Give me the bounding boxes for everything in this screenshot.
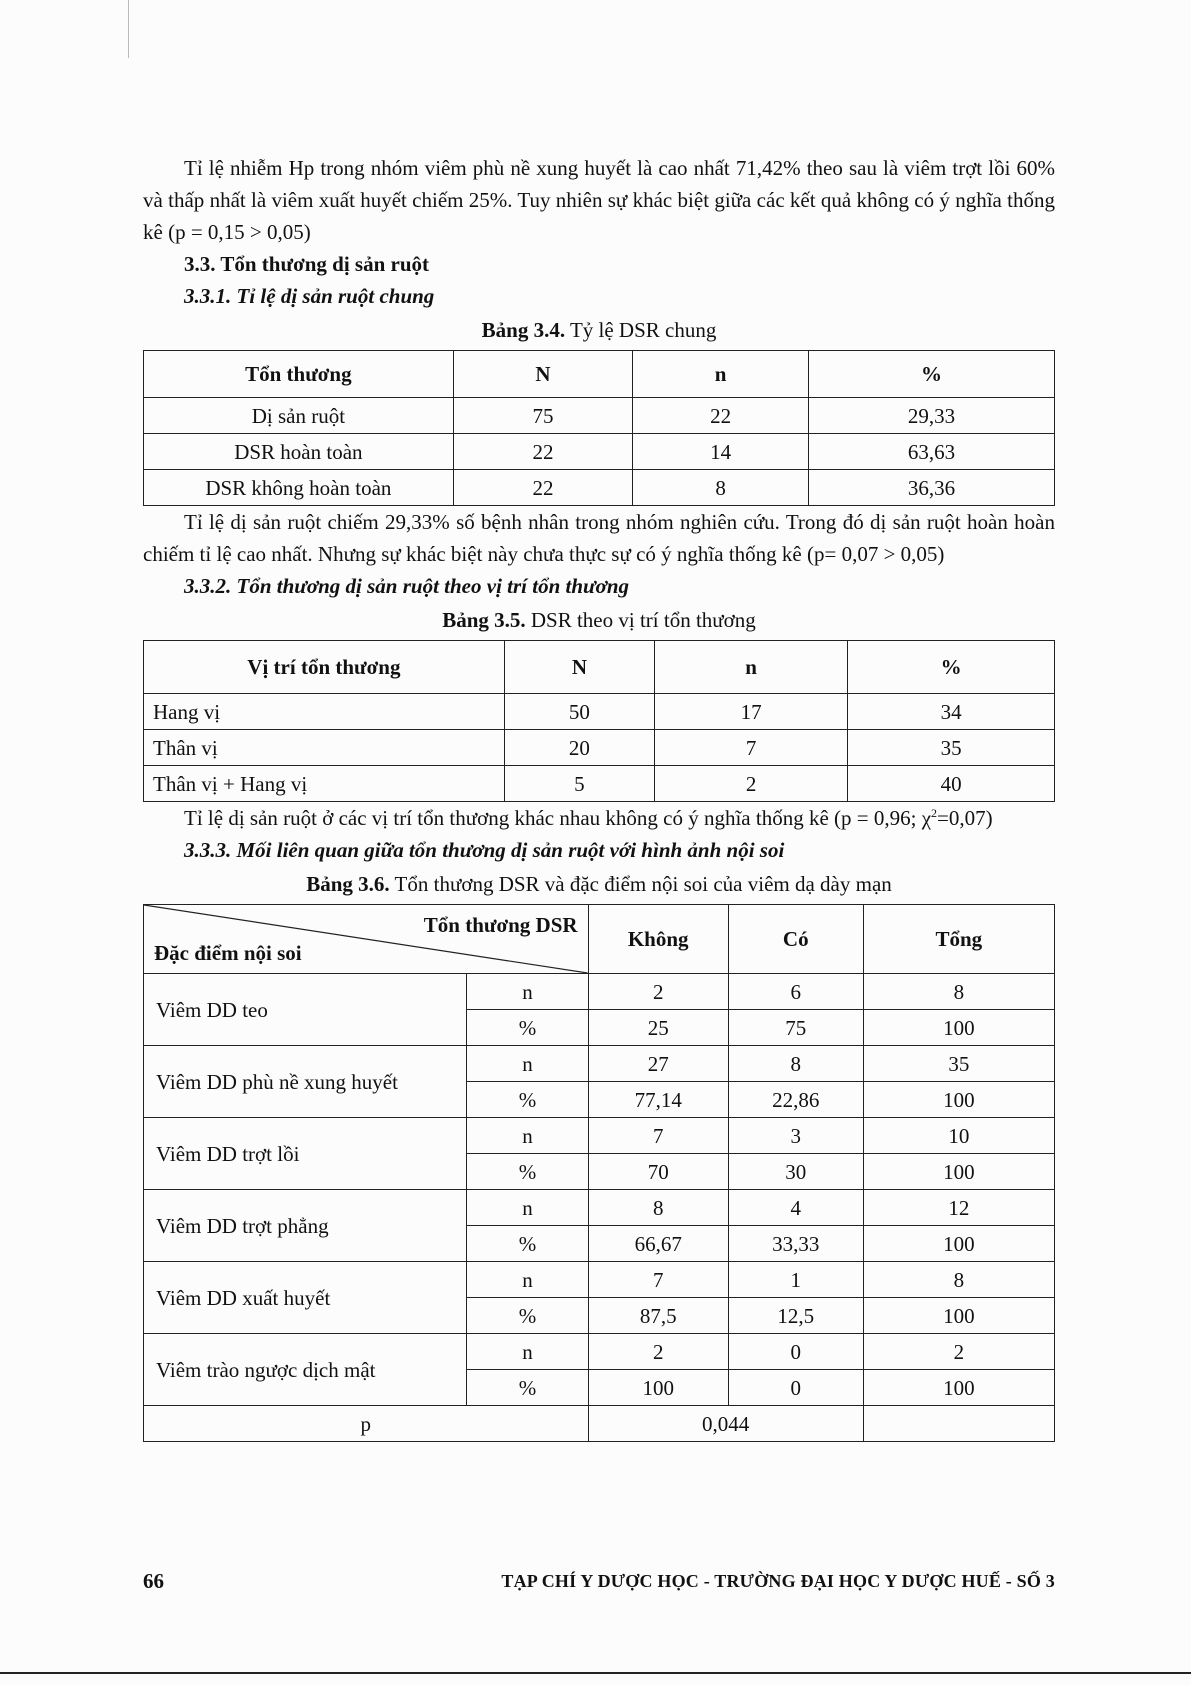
table-row-p-value	[144, 1406, 1055, 1442]
table-header-cell: Tổn thương	[144, 351, 454, 398]
table-row	[144, 434, 1055, 470]
chi-symbol: χ	[921, 806, 932, 830]
table-cell: 30	[728, 1154, 863, 1190]
table-cell: %	[467, 1298, 588, 1334]
table-cell: n	[467, 1262, 588, 1298]
table-cell: n	[467, 1334, 588, 1370]
p-value-cell: 0,044	[588, 1406, 863, 1442]
table-header-cell: N	[504, 641, 654, 694]
table-cell: 75	[453, 398, 632, 434]
table-3-5-caption-label: Bảng 3.5.	[442, 608, 526, 632]
paragraph-text: =0,07)	[937, 806, 993, 830]
section-heading-3-3-1: 3.3.1. Tỉ lệ dị sản ruột chung	[184, 284, 435, 308]
table-3-4-caption-text: Tỷ lệ DSR chung	[565, 318, 717, 342]
paragraph-after-table-3-4: Tỉ lệ dị sản ruột chiếm 29,33% số bệnh nhân trong nhóm nghiên cứu. Trong đó dị sản ruột hoàn hoàn chiếm tỉ lệ cao nhất. Nhưng sự khác biệt này chưa thực sự có ý nghĩa thống kê (p= 0,07 > 0,05)	[143, 510, 1055, 566]
paragraph-text: Tỉ lệ dị sản ruột ở các vị trí tổn thương khác nhau không có ý nghĩa thống kê (p = 0,96;	[184, 806, 917, 830]
row-group-label: Viêm DD trợt lồi	[144, 1118, 467, 1190]
table-cell: 34	[848, 694, 1055, 730]
table-cell: 27	[588, 1046, 728, 1082]
row-group-label: Viêm trào ngược dịch mật	[144, 1334, 467, 1406]
table-3-4-caption	[143, 314, 1055, 346]
table-cell: 2	[863, 1334, 1054, 1370]
page-number: 66	[143, 1569, 164, 1593]
table-3-6-caption-text: Tổn thương DSR và đặc điểm nội soi của viêm dạ dày mạn	[389, 872, 892, 896]
row-group-label: Viêm DD teo	[144, 974, 467, 1046]
table-row	[144, 1334, 1055, 1370]
table-cell: 8	[863, 974, 1054, 1010]
table-cell: 50	[504, 694, 654, 730]
table-cell: 4	[728, 1190, 863, 1226]
table-cell: 7	[588, 1262, 728, 1298]
table-cell: Dị sản ruột	[144, 398, 454, 434]
table-cell: 77,14	[588, 1082, 728, 1118]
table-header-row	[144, 641, 1055, 694]
p-label-cell: p	[144, 1406, 589, 1442]
table-header-row	[144, 351, 1055, 398]
table-cell: 25	[588, 1010, 728, 1046]
row-group-label: Viêm DD phù nề xung huyết	[144, 1046, 467, 1118]
table-cell: Hang vị	[144, 694, 505, 730]
row-group-label: Viêm DD trợt phẳng	[144, 1190, 467, 1262]
table-cell: DSR không hoàn toàn	[144, 470, 454, 506]
table-cell: n	[467, 1046, 588, 1082]
table-cell: 7	[655, 730, 848, 766]
table-cell: Thân vị	[144, 730, 505, 766]
table-header-cell: %	[848, 641, 1055, 694]
table-cell: 40	[848, 766, 1055, 802]
table-cell: 33,33	[728, 1226, 863, 1262]
table-row	[144, 1262, 1055, 1298]
section-heading-3-3-3: 3.3.3. Mối liên quan giữa tổn thương dị sản ruột với hình ảnh nội soi	[184, 838, 785, 862]
table-cell: 0	[728, 1370, 863, 1406]
table-cell: 22	[453, 470, 632, 506]
table-cell: 100	[588, 1370, 728, 1406]
table-cell: 22,86	[728, 1082, 863, 1118]
table-cell: 5	[504, 766, 654, 802]
header-top-label: Tổn thương DSR	[423, 913, 578, 937]
header-bottom-label: Đặc điểm nội soi	[154, 941, 302, 965]
table-cell: 12	[863, 1190, 1054, 1226]
page-footer	[143, 1565, 1055, 1595]
table-cell: 1	[728, 1262, 863, 1298]
table-cell: 3	[728, 1118, 863, 1154]
section-heading-3-3: 3.3. Tổn thương dị sản ruột	[184, 252, 429, 276]
table-row	[144, 1190, 1055, 1226]
table-cell: 10	[863, 1118, 1054, 1154]
table-cell: 66,67	[588, 1226, 728, 1262]
table-cell: 70	[588, 1154, 728, 1190]
table-header-cell: n	[655, 641, 848, 694]
table-3-6-caption	[143, 868, 1055, 900]
table-header-cell: %	[809, 351, 1055, 398]
table-cell: 6	[728, 974, 863, 1010]
bottom-rule	[0, 1672, 1191, 1674]
intro-paragraph: Tỉ lệ nhiễm Hp trong nhóm viêm phù nề xung huyết là cao nhất 71,42% theo sau là viêm trợt lồi 60% và thấp nhất là viêm xuất huyết chiếm 25%. Tuy nhiên sự khác biệt giữa các kết quả không có ý nghĩa thống kê (p = 0,15 > 0,05)	[143, 156, 1055, 244]
table-cell: 75	[728, 1010, 863, 1046]
table-cell: 22	[453, 434, 632, 470]
table-header-cell: Không	[588, 905, 728, 974]
table-row	[144, 1118, 1055, 1154]
table-cell: %	[467, 1154, 588, 1190]
table-cell: 2	[655, 766, 848, 802]
table-row	[144, 398, 1055, 434]
table-3-4-caption-label: Bảng 3.4.	[481, 318, 566, 342]
table-cell: 100	[863, 1370, 1054, 1406]
table-cell: 22	[633, 398, 809, 434]
table-cell: Thân vị + Hang vị	[144, 766, 505, 802]
table-cell: 63,63	[809, 434, 1055, 470]
table-3-5-caption	[143, 604, 1055, 636]
table-cell: 17	[655, 694, 848, 730]
table-cell: n	[467, 1118, 588, 1154]
table-cell: %	[467, 1010, 588, 1046]
table-header-cell: Vị trí tổn thương	[144, 641, 505, 694]
table-row	[144, 470, 1055, 506]
superscript: 2	[931, 806, 938, 820]
table-cell: 0	[728, 1334, 863, 1370]
table-cell: 36,36	[809, 470, 1055, 506]
table-row	[144, 1046, 1055, 1082]
empty-cell	[863, 1406, 1054, 1442]
paragraph-after-table-3-5	[143, 802, 1055, 834]
journal-title: TẠP CHÍ Y DƯỢC HỌC - TRƯỜNG ĐẠI HỌC Y DƯỢC HUẾ - SỐ 3	[501, 1571, 1055, 1591]
table-3-6-body	[144, 974, 1055, 1406]
table-cell: 100	[863, 1082, 1054, 1118]
table-cell: 100	[863, 1010, 1054, 1046]
table-cell: DSR hoàn toàn	[144, 434, 454, 470]
table-3-5	[143, 640, 1055, 802]
table-cell: 2	[588, 1334, 728, 1370]
table-cell: 8	[633, 470, 809, 506]
table-cell: 100	[863, 1226, 1054, 1262]
table-cell: 7	[588, 1118, 728, 1154]
table-cell: n	[467, 1190, 588, 1226]
table-cell: 8	[728, 1046, 863, 1082]
table-cell: 14	[633, 434, 809, 470]
table-cell: 20	[504, 730, 654, 766]
table-cell: 35	[848, 730, 1055, 766]
table-cell: 29,33	[809, 398, 1055, 434]
table-cell: 100	[863, 1298, 1054, 1334]
table-header-row	[144, 905, 1055, 974]
page-content	[143, 152, 1055, 1442]
table-3-6	[143, 904, 1055, 1442]
table-cell: %	[467, 1226, 588, 1262]
table-row	[144, 730, 1055, 766]
table-cell: 100	[863, 1154, 1054, 1190]
table-3-6-caption-label: Bảng 3.6.	[306, 872, 390, 896]
table-3-5-caption-text: DSR theo vị trí tổn thương	[525, 608, 756, 632]
table-row	[144, 974, 1055, 1010]
table-cell: %	[467, 1370, 588, 1406]
table-cell: 87,5	[588, 1298, 728, 1334]
page-edge-line	[128, 0, 129, 58]
table-header-cell: Có	[728, 905, 863, 974]
table-cell: 2	[588, 974, 728, 1010]
table-3-4	[143, 350, 1055, 506]
diagonal-header-cell	[144, 905, 589, 974]
table-header-cell: Tổng	[863, 905, 1054, 974]
table-row	[144, 766, 1055, 802]
table-cell: %	[467, 1082, 588, 1118]
table-cell: n	[467, 974, 588, 1010]
table-header-cell: N	[453, 351, 632, 398]
table-row	[144, 694, 1055, 730]
table-cell: 8	[588, 1190, 728, 1226]
table-header-cell: n	[633, 351, 809, 398]
section-heading-3-3-2: 3.3.2. Tổn thương dị sản ruột theo vị trí tổn thương	[184, 574, 630, 598]
row-group-label: Viêm DD xuất huyết	[144, 1262, 467, 1334]
table-cell: 35	[863, 1046, 1054, 1082]
table-cell: 8	[863, 1262, 1054, 1298]
table-cell: 12,5	[728, 1298, 863, 1334]
